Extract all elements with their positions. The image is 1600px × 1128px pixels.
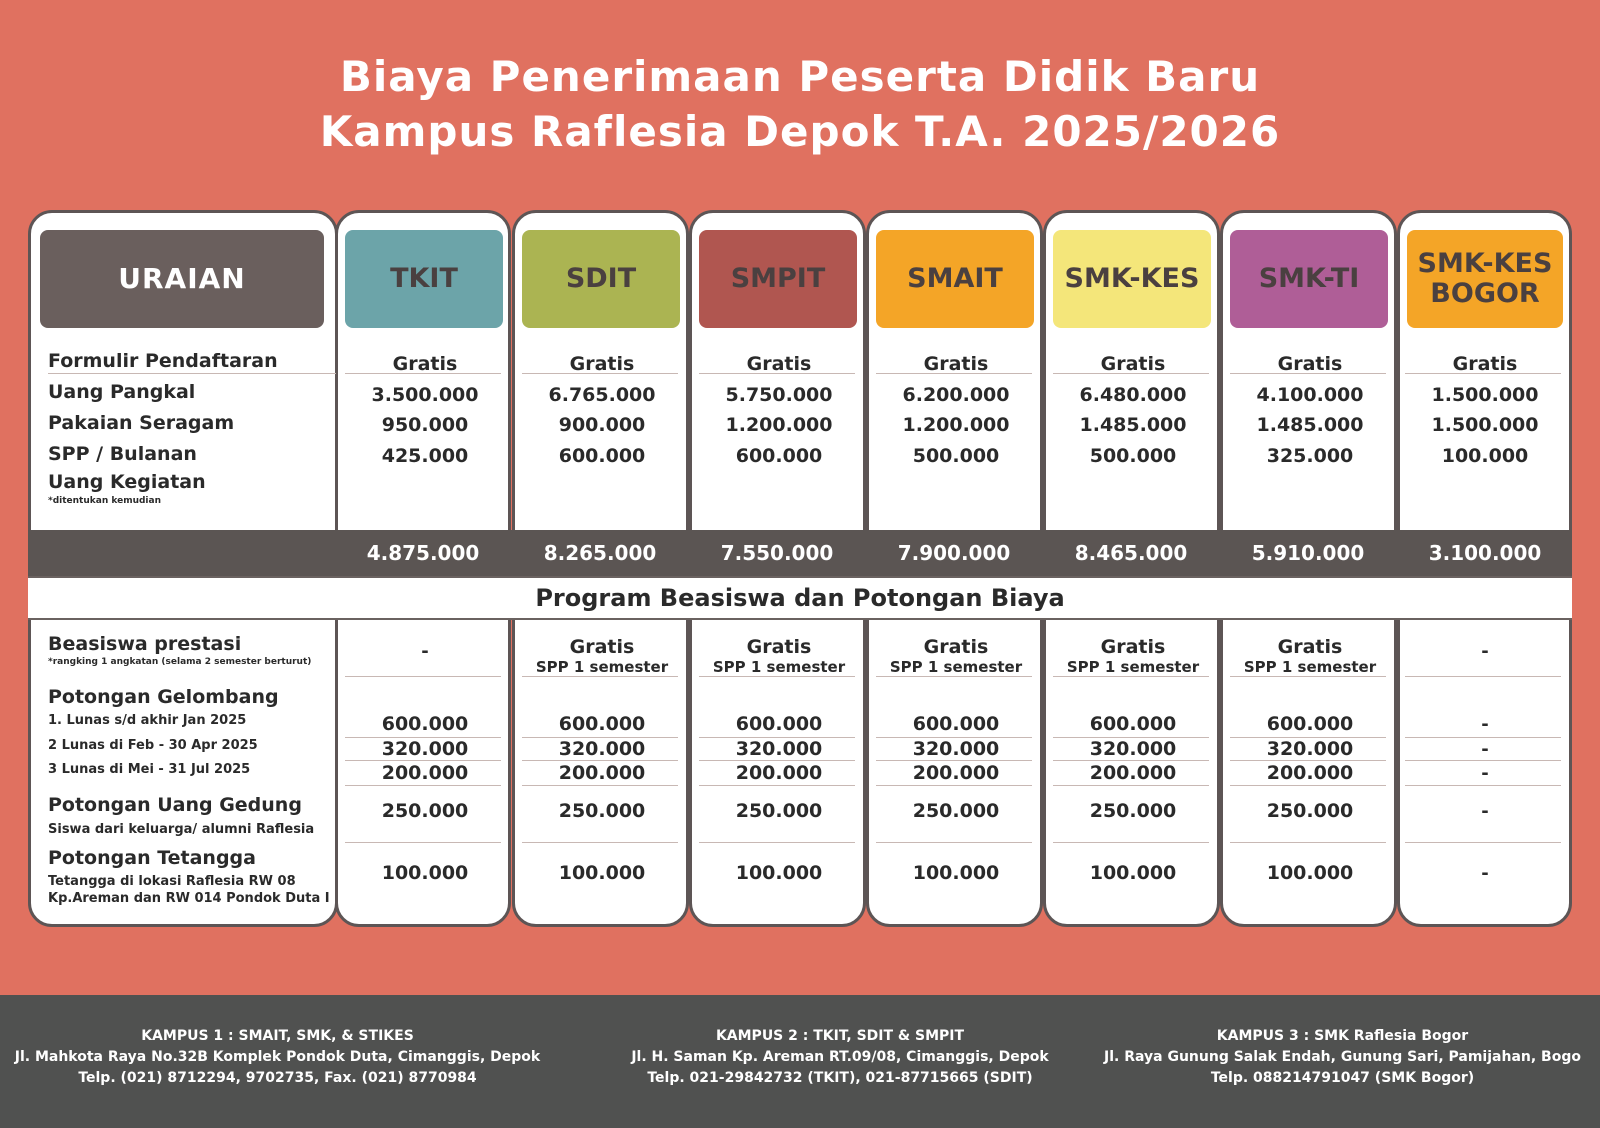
- label-uang-kegiatan: Uang Kegiatan: [48, 471, 206, 493]
- beasiswa-value: -: [421, 640, 429, 662]
- gelombang-value: 320.000: [558, 738, 646, 760]
- divider: [1230, 760, 1386, 761]
- footer-kampus-1-phone: Telp. (021) 8712294, 9702735, Fax. (021) 8770984: [78, 1070, 477, 1086]
- gelombang-value: 200.000: [735, 762, 823, 784]
- fee-pangkal-value: 6.200.000: [902, 384, 1010, 406]
- fee-spp-value: 325.000: [1266, 445, 1354, 467]
- footer-kampus-2: [600, 1026, 1080, 1089]
- footer-kampus-3-phone: Telp. 088214791047 (SMK Bogor): [1210, 1070, 1475, 1086]
- divider: [876, 842, 1032, 843]
- label-gelombang-1: 1. Lunas s/d akhir Jan 2025: [48, 713, 247, 728]
- gelombang-value: -: [1481, 713, 1489, 735]
- gedung-value: 250.000: [1266, 800, 1354, 822]
- footer-kampus-1: [0, 1026, 555, 1089]
- beasiswa-sub: SPP 1 semester: [1243, 658, 1377, 676]
- gelombang-value: 200.000: [1266, 762, 1354, 784]
- gelombang-value: 600.000: [1266, 713, 1354, 735]
- beasiswa-value: Gratis: [746, 636, 812, 658]
- header-tkit: TKIT: [345, 230, 503, 328]
- beasiswa-value: Gratis: [569, 636, 635, 658]
- header-smk-kes: SMK-KES: [1053, 230, 1211, 328]
- divider: [522, 760, 678, 761]
- fee-spp-value: 500.000: [912, 445, 1000, 467]
- total-value: 8.265.000: [543, 541, 657, 565]
- note-kegiatan: *ditentukan kemudian: [48, 496, 161, 506]
- divider: [1405, 842, 1561, 843]
- gelombang-value: 600.000: [558, 713, 646, 735]
- header-sdit: SDIT: [522, 230, 680, 328]
- gelombang-value: 600.000: [735, 713, 823, 735]
- divider: [876, 785, 1032, 786]
- gelombang-value: 320.000: [735, 738, 823, 760]
- tetangga-value: 100.000: [1266, 862, 1354, 884]
- fee-formulir-value: Gratis: [746, 353, 812, 375]
- footer-kampus-3-title: KAMPUS 3 : SMK Raflesia Bogor: [1216, 1028, 1469, 1044]
- header-smait: SMAIT: [876, 230, 1034, 328]
- tetangga-value: 100.000: [912, 862, 1000, 884]
- gedung-value: 250.000: [558, 800, 646, 822]
- fee-seragam-value: 900.000: [558, 414, 646, 436]
- tetangga-value: 100.000: [558, 862, 646, 884]
- fee-formulir-value: Gratis: [392, 353, 458, 375]
- fee-formulir-value: Gratis: [1277, 353, 1343, 375]
- fee-seragam-value: 1.200.000: [902, 414, 1010, 436]
- gelombang-value: 600.000: [912, 713, 1000, 735]
- divider: [699, 785, 855, 786]
- label-gedung: Potongan Uang Gedung: [48, 794, 302, 816]
- divider: [1053, 785, 1209, 786]
- footer-kampus-1-address: Jl. Mahkota Raya No.32B Komplek Pondok Duta, Cimanggis, Depok: [14, 1049, 541, 1065]
- footer-kampus-2-phone: Telp. 021-29842732 (TKIT), 021-87715665 (SDIT): [647, 1070, 1033, 1086]
- fee-pangkal-value: 3.500.000: [371, 384, 479, 406]
- fee-formulir-value: Gratis: [569, 353, 635, 375]
- beasiswa-sub: SPP 1 semester: [712, 658, 846, 676]
- header-uraian: URAIAN: [40, 230, 324, 328]
- beasiswa-value: Gratis: [923, 636, 989, 658]
- gelombang-value: 200.000: [558, 762, 646, 784]
- label-spp: SPP / Bulanan: [48, 443, 197, 465]
- divider: [1405, 785, 1561, 786]
- gedung-value: 250.000: [1089, 800, 1177, 822]
- gelombang-value: 600.000: [1089, 713, 1177, 735]
- label-formulir: Formulir Pendaftaran: [48, 350, 278, 372]
- beasiswa-sub: SPP 1 semester: [889, 658, 1023, 676]
- total-value: 3.100.000: [1428, 541, 1542, 565]
- fee-formulir-value: Gratis: [1452, 353, 1518, 375]
- gelombang-value: 200.000: [912, 762, 1000, 784]
- label-gelombang-3: 3 Lunas di Mei - 31 Jul 2025: [48, 762, 251, 777]
- divider: [1405, 676, 1561, 677]
- total-value: 8.465.000: [1074, 541, 1188, 565]
- divider: [522, 785, 678, 786]
- beasiswa-value: Gratis: [1100, 636, 1166, 658]
- fee-seragam-value: 1.485.000: [1079, 414, 1187, 436]
- total-value: 4.875.000: [366, 541, 480, 565]
- note-beasiswa: *rangking 1 angkatan (selama 2 semester berturut): [48, 657, 312, 667]
- fee-seragam-value: 1.500.000: [1431, 414, 1539, 436]
- fee-formulir-value: Gratis: [1100, 353, 1166, 375]
- gelombang-value: 320.000: [1089, 738, 1177, 760]
- tetangga-value: 100.000: [735, 862, 823, 884]
- tetangga-value: 100.000: [381, 862, 469, 884]
- divider: [1053, 842, 1209, 843]
- total-value: 7.550.000: [720, 541, 834, 565]
- label-seragam: Pakaian Seragam: [48, 412, 235, 434]
- title-line-1: Biaya Penerimaan Peserta Didik Baru: [339, 52, 1261, 101]
- beasiswa-sub: SPP 1 semester: [1066, 658, 1200, 676]
- gedung-value: -: [1481, 800, 1489, 822]
- gedung-value: 250.000: [912, 800, 1000, 822]
- divider: [1230, 842, 1386, 843]
- divider: [699, 760, 855, 761]
- total-value: 5.910.000: [1251, 541, 1365, 565]
- fee-spp-value: 500.000: [1089, 445, 1177, 467]
- divider: [522, 842, 678, 843]
- divider: [345, 676, 501, 677]
- fee-pangkal-value: 5.750.000: [725, 384, 833, 406]
- sub-tetangga-1: Tetangga di lokasi Raflesia RW 08: [48, 874, 296, 889]
- divider: [48, 373, 336, 374]
- fee-spp-value: 425.000: [381, 445, 469, 467]
- fee-seragam-value: 1.200.000: [725, 414, 833, 436]
- gedung-value: 250.000: [735, 800, 823, 822]
- header-smpit: SMPIT: [699, 230, 857, 328]
- divider: [345, 842, 501, 843]
- gelombang-value: 320.000: [912, 738, 1000, 760]
- footer-kampus-1-title: KAMPUS 1 : SMAIT, SMK, & STIKES: [141, 1028, 414, 1044]
- title-line-2: Kampus Raflesia Depok T.A. 2025/2026: [319, 107, 1281, 156]
- header-smk-ti: SMK-TI: [1230, 230, 1388, 328]
- fee-seragam-value: 950.000: [381, 414, 469, 436]
- label-gelombang-2: 2 Lunas di Feb - 30 Apr 2025: [48, 738, 258, 753]
- label-gelombang: Potongan Gelombang: [48, 686, 279, 708]
- gelombang-value: 320.000: [381, 738, 469, 760]
- footer-kampus-3: [1085, 1026, 1600, 1089]
- sub-tetangga-2: Kp.Areman dan RW 014 Pondok Duta I: [48, 891, 330, 906]
- divider: [1053, 760, 1209, 761]
- tetangga-value: -: [1481, 862, 1489, 884]
- fee-spp-value: 600.000: [735, 445, 823, 467]
- fee-pangkal-value: 6.765.000: [548, 384, 656, 406]
- gelombang-value: 600.000: [381, 713, 469, 735]
- label-tetangga: Potongan Tetangga: [48, 847, 256, 869]
- label-uang-pangkal: Uang Pangkal: [48, 381, 196, 403]
- fee-pangkal-value: 6.480.000: [1079, 384, 1187, 406]
- header-smk-kes-bogor: SMK-KES BOGOR: [1407, 230, 1563, 328]
- fee-spp-value: 600.000: [558, 445, 646, 467]
- sub-gedung: Siswa dari keluarga/ alumni Raflesia: [48, 822, 315, 837]
- gelombang-value: -: [1481, 762, 1489, 784]
- footer-kampus-3-address: Jl. Raya Gunung Salak Endah, Gunung Sari, Pamijahan, Bogo: [1104, 1049, 1581, 1065]
- gelombang-value: 200.000: [1089, 762, 1177, 784]
- divider: [1405, 760, 1561, 761]
- fee-pangkal-value: 4.100.000: [1256, 384, 1364, 406]
- beasiswa-value: -: [1481, 640, 1489, 662]
- tetangga-value: 100.000: [1089, 862, 1177, 884]
- label-beasiswa: Beasiswa prestasi: [48, 633, 242, 655]
- divider: [699, 842, 855, 843]
- divider: [345, 760, 501, 761]
- fee-seragam-value: 1.485.000: [1256, 414, 1364, 436]
- footer-kampus-2-title: KAMPUS 2 : TKIT, SDIT & SMPIT: [715, 1028, 965, 1044]
- program-title: Program Beasiswa dan Potongan Biaya: [28, 576, 1572, 620]
- total-value: 7.900.000: [897, 541, 1011, 565]
- fee-formulir-value: Gratis: [923, 353, 989, 375]
- gedung-value: 250.000: [381, 800, 469, 822]
- divider: [345, 785, 501, 786]
- gelombang-value: 320.000: [1266, 738, 1354, 760]
- divider: [1230, 785, 1386, 786]
- fee-spp-value: 100.000: [1441, 445, 1529, 467]
- gelombang-value: -: [1481, 738, 1489, 760]
- beasiswa-value: Gratis: [1277, 636, 1343, 658]
- fee-pangkal-value: 1.500.000: [1431, 384, 1539, 406]
- divider: [876, 760, 1032, 761]
- footer-kampus-2-address: Jl. H. Saman Kp. Areman RT.09/08, Cimanggis, Depok: [631, 1049, 1049, 1065]
- beasiswa-sub: SPP 1 semester: [535, 658, 669, 676]
- gelombang-value: 200.000: [381, 762, 469, 784]
